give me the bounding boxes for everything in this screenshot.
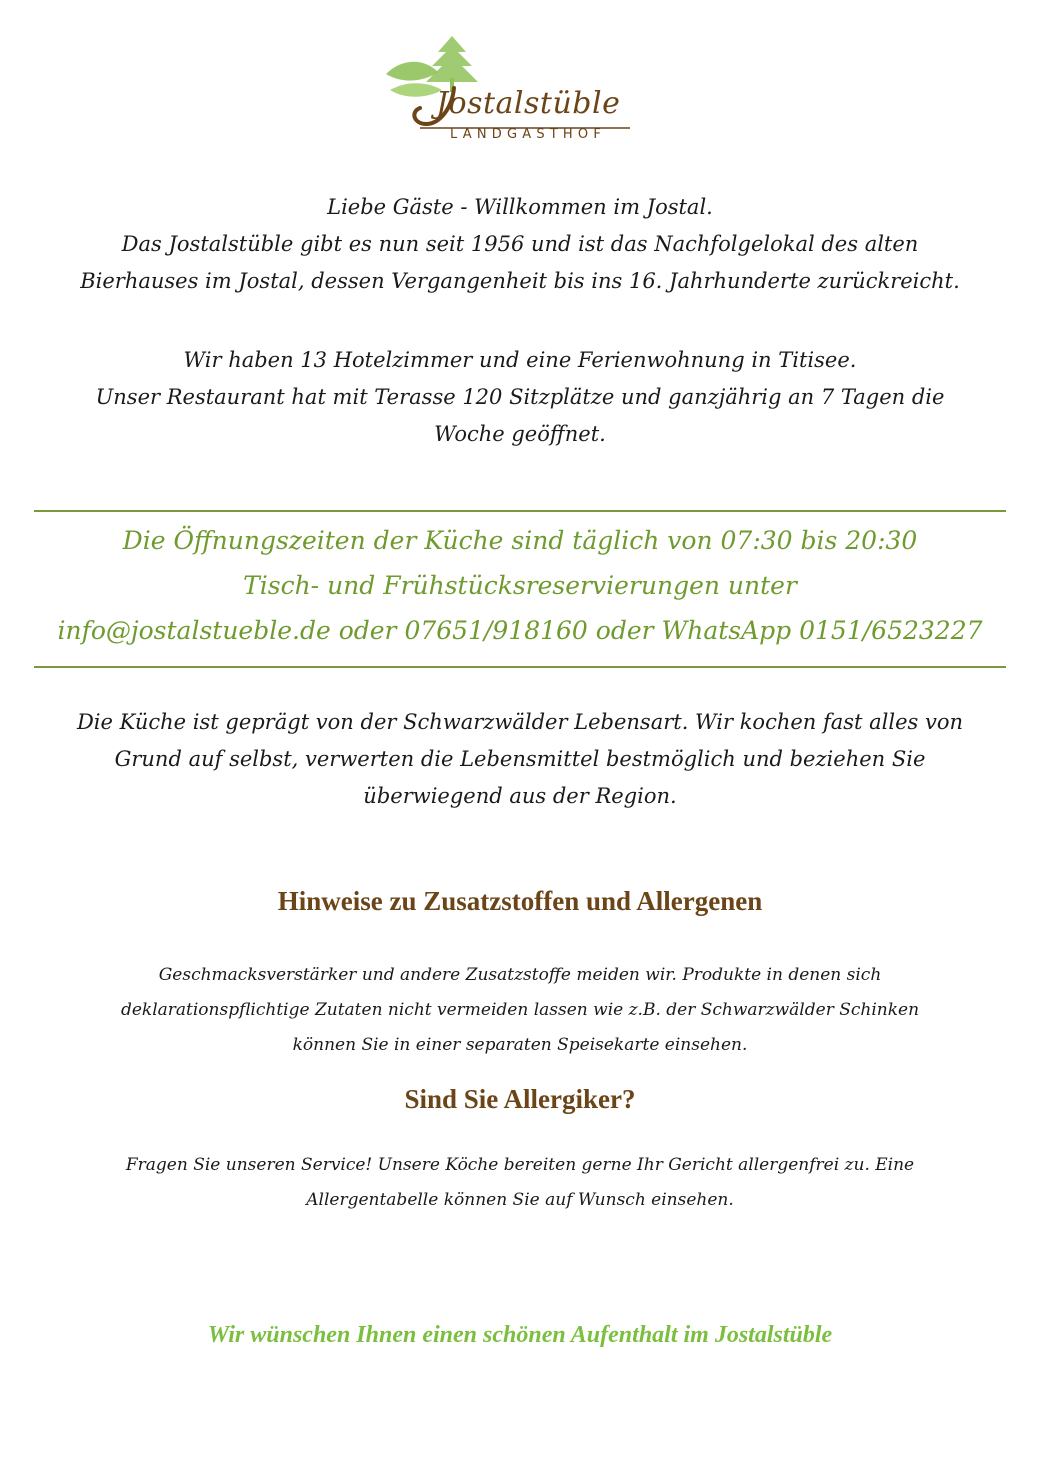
logo-subtitle: LANDGASTHOF bbox=[450, 127, 607, 142]
logo-name: Jostalstüble bbox=[436, 86, 621, 121]
kitchen-line: Die Küche ist geprägt von der Schwarzwälder Lebensart. Wir kochen fast alles von bbox=[76, 710, 964, 734]
opening-hours: Die Öffnungszeiten der Küche sind täglich von 07:30 bis 20:30 bbox=[122, 526, 918, 555]
rooms-line: Wir haben 13 Hotelzimmer und eine Ferienwohnung in Titisee. bbox=[183, 348, 857, 372]
allergen-text bbox=[20, 958, 1020, 1063]
allergiker-line: Allergentabelle können Sie auf Wunsch einsehen. bbox=[306, 1190, 734, 1210]
allergiker-heading: Sind Sie Allergiker? bbox=[404, 1084, 636, 1114]
logo bbox=[380, 28, 640, 150]
allergen-line: Geschmacksverstärker und andere Zusatzstoffe meiden wir. Produkte in denen sich bbox=[158, 965, 882, 985]
contact-box bbox=[20, 518, 1020, 653]
allergiker-line: Fragen Sie unseren Service! Unsere Köche bereiten gerne Ihr Gericht allergenfrei zu. Eine bbox=[125, 1155, 915, 1175]
intro-text bbox=[20, 189, 1020, 300]
divider bbox=[34, 666, 1006, 668]
allergen-heading: Hinweise zu Zusatzstoffen und Allergenen bbox=[277, 886, 763, 916]
rooms-line: Woche geöffnet. bbox=[434, 422, 606, 446]
rooms-line: Unser Restaurant hat mit Terasse 120 Sitzplätze und ganzjährig an 7 Tagen die bbox=[95, 385, 945, 409]
kitchen-text bbox=[20, 704, 1020, 815]
contact-channels[interactable]: info@jostalstueble.de oder 07651/918160 oder WhatsApp 0151/6523227 bbox=[57, 616, 983, 645]
allergen-line: können Sie in einer separaten Speisekarte einsehen. bbox=[292, 1035, 748, 1055]
intro-line: Bierhauses im Jostal, dessen Vergangenheit bis ins 16. Jahrhunderte zurückreicht. bbox=[80, 269, 960, 293]
rooms-text bbox=[20, 342, 1020, 453]
intro-line: Liebe Gäste - Willkommen im Jostal. bbox=[327, 195, 713, 219]
reservation-info: Tisch- und Frühstücksreservierungen unter bbox=[243, 571, 797, 600]
divider bbox=[34, 510, 1006, 512]
allergen-line: deklarationspflichtige Zutaten nicht vermeiden lassen wie z.B. der Schwarzwälder Schinken bbox=[120, 1000, 920, 1020]
allergiker-text bbox=[20, 1148, 1020, 1218]
kitchen-line: überwiegend aus der Region. bbox=[363, 784, 677, 808]
closing-line: Wir wünschen Ihnen einen schönen Aufenthalt im Jostalstüble bbox=[207, 1322, 833, 1348]
intro-line: Das Jostalstüble gibt es nun seit 1956 und ist das Nachfolgelokal des alten bbox=[121, 232, 919, 256]
kitchen-line: Grund auf selbst, verwerten die Lebensmittel bestmöglich und beziehen Sie bbox=[114, 747, 926, 771]
